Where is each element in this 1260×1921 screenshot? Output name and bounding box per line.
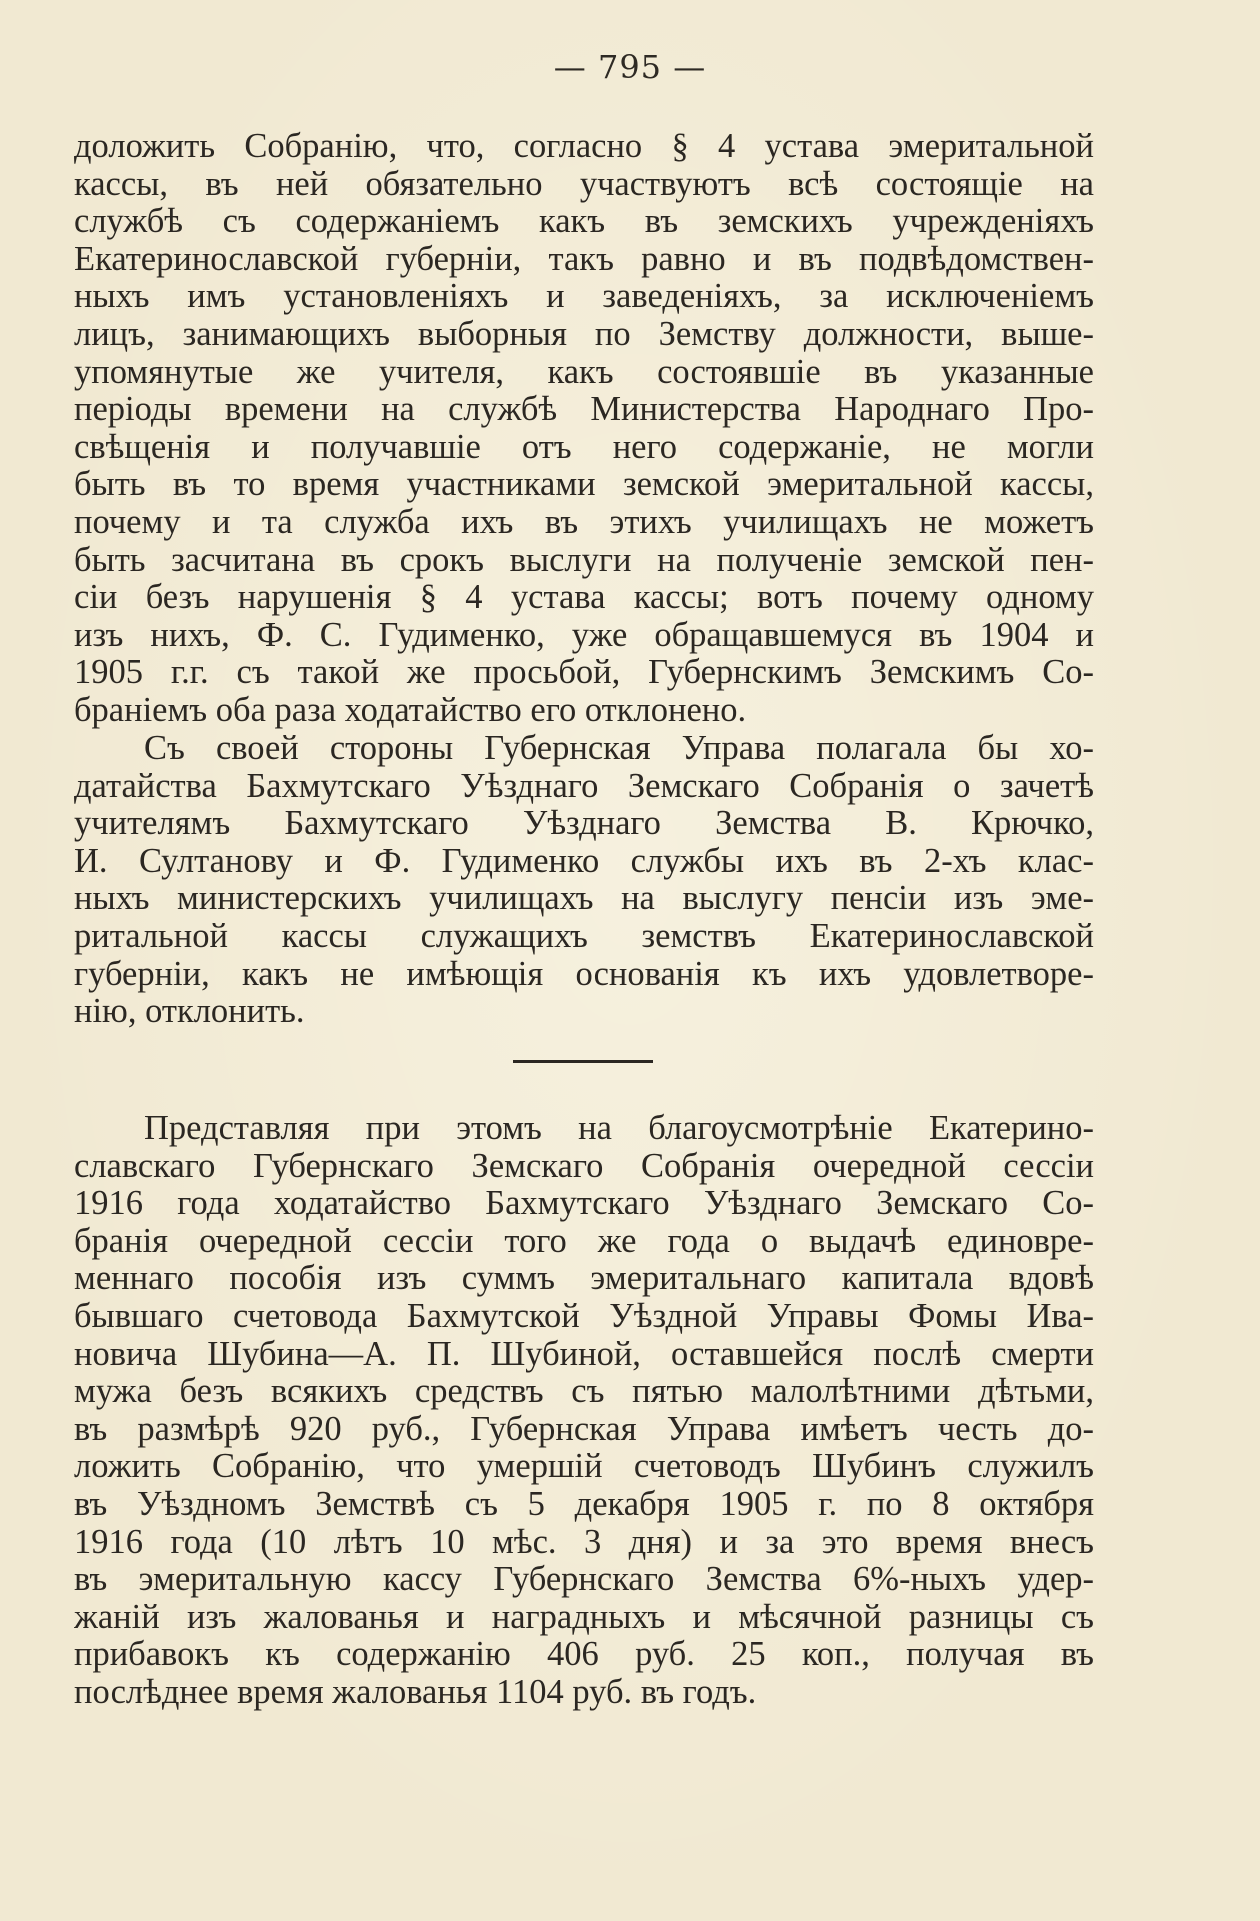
text-line: періоды времени на службѣ Министерства Народнаго Про- [74,391,1094,429]
text-line: въ Уѣздномъ Земствѣ съ 5 декабря 1905 г. по 8 октября [74,1485,1094,1523]
text-line: губерніи, какъ не имѣющія основанія къ ихъ удовлетворе- [74,955,1094,993]
text-line: 1905 г.г. съ такой же просьбой, Губернскимъ Земскимъ Со- [74,654,1094,692]
text-line: меннаго пособія изъ суммъ эмеритальнаго капитала вдовѣ [74,1260,1094,1298]
text-line: Екатеринославской губерніи, такъ равно и въ подвѣдомствен- [74,240,1094,278]
paragraph-2 [74,730,1094,1031]
text-line: быть въ то время участниками земской эмеритальной кассы, [74,466,1094,504]
text-line: жаній изъ жалованья и наградныхъ и мѣсячной разницы съ [74,1598,1094,1636]
paragraph-3 [74,1110,1094,1712]
text-line: кассы, въ ней обязательно участвуютъ всѣ состоящіе на [74,165,1094,203]
text-line: новича Шубина—А. П. Шубиной, оставшейся послѣ смерти [74,1335,1094,1373]
text-line: датайства Бахмутскаго Уѣзднаго Земскаго Собранія о зачетѣ [74,767,1094,805]
text-line: И. Султанову и Ф. Гудименко службы ихъ въ 2-хъ клас- [74,842,1094,880]
text-line: лицъ, занимающихъ выборныя по Земству должности, выше- [74,315,1094,353]
text-line: изъ нихъ, Ф. С. Гудименко, уже обращавшемуся въ 1904 и [74,616,1094,654]
text-line: учителямъ Бахмутскаго Уѣзднаго Земства В. Крючко, [74,805,1094,843]
text-line: ныхъ имъ установленіяхъ и заведеніяхъ, за исключеніемъ [74,278,1094,316]
text-line: славскаго Губернскаго Земскаго Собранія очередной сессіи [74,1147,1094,1185]
text-line: упомянутые же учителя, какъ состоявшіе въ указанные [74,353,1094,391]
text-line: почему и та служба ихъ въ этихъ училищахъ не можетъ [74,503,1094,541]
text-line: Съ своей стороны Губернская Управа полагала бы хо- [144,730,1094,767]
text-line: свѣщенія и получавшіе отъ него содержаніе, не могли [74,428,1094,466]
text-line: послѣднее время жалованья 1104 руб. въ годъ. [74,1673,757,1711]
section-divider [513,1060,653,1063]
page-number: — 795 — [553,48,707,86]
text-line: въ эмеритальную кассу Губернскаго Земства 6%-ныхъ удер- [74,1561,1094,1599]
paragraph-1 [74,128,1094,730]
text-line: 1916 года (10 лѣтъ 10 мѣс. 3 дня) и за это время внесъ [74,1523,1094,1561]
text-line: доложить Собранію, что, согласно § 4 устава эмеритальной [74,128,1094,165]
text-line: 1916 года ходатайство Бахмутскаго Уѣзднаго Земскаго Со- [74,1185,1094,1223]
text-line: быть засчитана въ срокъ выслуги на полученіе земской пен- [74,541,1094,579]
text-line: ныхъ министерскихъ училищахъ на выслугу пенсіи изъ эме- [74,880,1094,918]
text-line: ложить Собранію, что умершій счетоводъ Шубинъ служилъ [74,1448,1094,1486]
text-line: прибавокъ къ содержанію 406 руб. 25 коп., получая въ [74,1636,1094,1674]
text-line: нію, отклонить. [74,993,305,1031]
text-line: бранія очередной сессіи того же года о выдачѣ единовре- [74,1222,1094,1260]
text-line: мужа безъ всякихъ средствъ съ пятью малолѣтними дѣтьми, [74,1373,1094,1411]
text-line: Представляя при этомъ на благоусмотрѣніе Екатерино- [144,1110,1094,1147]
text-line: браніемъ оба раза ходатайство его отклонено. [74,691,747,729]
text-line: въ размѣрѣ 920 руб., Губернская Управа имѣетъ честь до- [74,1410,1094,1448]
text-line: ритальной кассы служащихъ земствъ Екатеринославской [74,917,1094,955]
text-line: службѣ съ содержаніемъ какъ въ земскихъ учрежденіяхъ [74,203,1094,241]
text-line: сіи безъ нарушенія § 4 устава кассы; вотъ почему одному [74,579,1094,617]
text-line: бывшаго счетовода Бахмутской Уѣздной Управы Фомы Ива- [74,1297,1094,1335]
